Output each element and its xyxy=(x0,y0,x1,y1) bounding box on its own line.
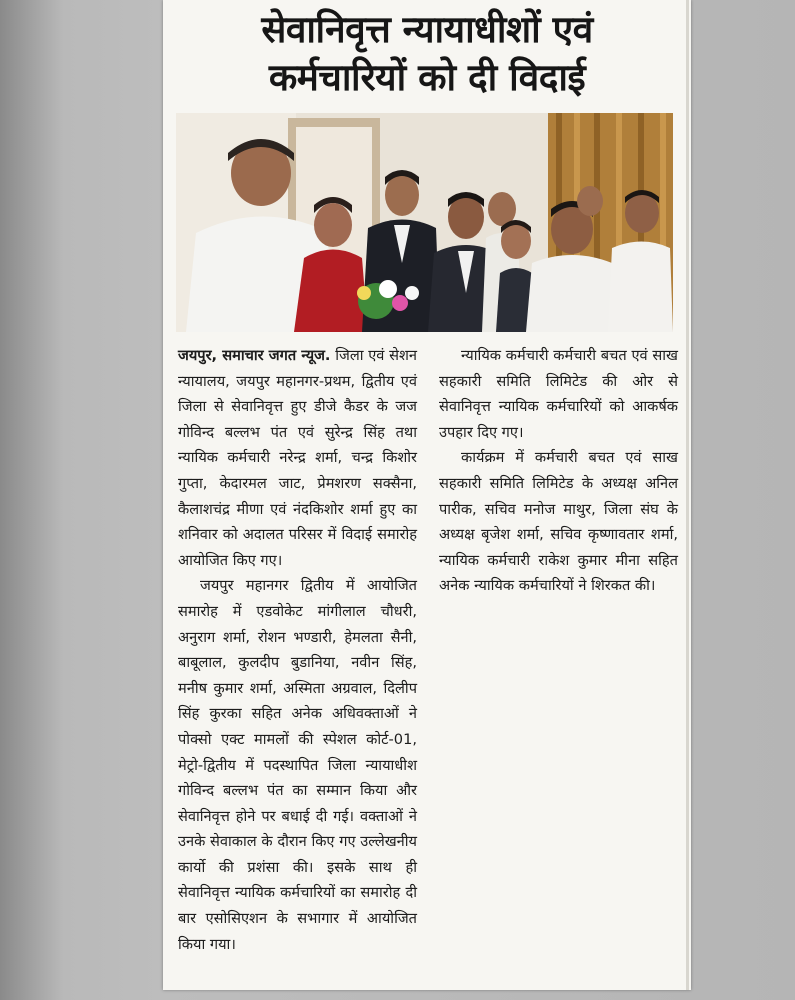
article-paragraph-2: जयपुर महानगर द्वितीय में आयोजित समारोह में एडवोकेट मांगीलाल चौधरी, अनुराग शर्मा, रोशन भण्डारी, हेमलता सैनी, बाबूलाल, कुलदीप बुडानिया, नवीन सिंह, मनीष कुमार शर्मा, अस्मिता अग्रवाल, दिलीप सिंह कुरका सहित अनेक अधिवक्ताओं ने पोक्सो एक्ट मामलों की स्पेशल कोर्ट-01, मेट्रो-द्वितीय में पदस्थापित जिला न्यायाधीश गोविन्द बल्लभ पंत का सम्मान किया और सेवानिवृत्त होने पर बधाई दी गई। वक्ताओं ने उनके सेवाकाल के दौरान किए गए उल्लेखनीय कार्यो की प्रशंसा की। इसके साथ ही सेवानिवृत्त न्यायिक कर्मचारियों का समारोह दी बार एसोसिएशन के सभागार में आयोजित किया गया। xyxy=(178,577,417,953)
dateline: जयपुर, समाचार जगत न्यूज. xyxy=(178,347,331,364)
news-photo xyxy=(176,113,673,332)
article-paragraph-1 xyxy=(178,343,417,573)
headline-line-1: सेवानिवृत्त न्यायाधीशों एवं xyxy=(261,8,593,51)
newspaper-clipping xyxy=(163,0,691,990)
clipping-edge xyxy=(686,0,689,990)
headline xyxy=(163,6,691,102)
article-body xyxy=(178,343,678,983)
article-paragraph-4: कार्यक्रम में कर्मचारी बचत एवं साख सहकारी समिति लिमिटेड के अध्यक्ष अनिल पारीक, सचिव मनोज माथुर, जिला संघ के अध्यक्ष बृजेश शर्मा, सचिव कृष्णावतार शर्मा, न्यायिक कर्मचारी राकेश कुमार मीना सहित अनेक न्यायिक कर्मचारियों ने शिरकत की। xyxy=(439,449,678,595)
paragraph-text: जिला एवं सेशन न्यायालय, जयपुर महानगर-प्रथम, द्वितीय एवं जिला से सेवानिवृत्त हुए डीजे कैडर के जज गोविन्द बल्लभ पंत एवं सुरेन्द्र सिंह तथा न्यायिक कर्मचारी नरेन्द्र शर्मा, चन्द्र किशोर गुप्ता, केदारमल जाट, प्रेमशरण सक्सैना, कैलाशचंद्र मीणा एवं नंदकिशोर शर्मा हुए का शनिवार को अदालत परिसर में विदाई समारोह आयोजित किए गए। xyxy=(178,347,418,569)
headline-line-2: कर्मचारियों को दी विदाई xyxy=(268,56,586,99)
farewell-group-photo-icon xyxy=(176,113,673,332)
article-paragraph-3: न्यायिक कर्मचारी कर्मचारी बचत एवं साख सहकारी समिति लिमिटेड की ओर से सेवानिवृत्त न्यायिक कर्मचारियों को आकर्षक उपहार दिए गए। xyxy=(439,347,678,441)
